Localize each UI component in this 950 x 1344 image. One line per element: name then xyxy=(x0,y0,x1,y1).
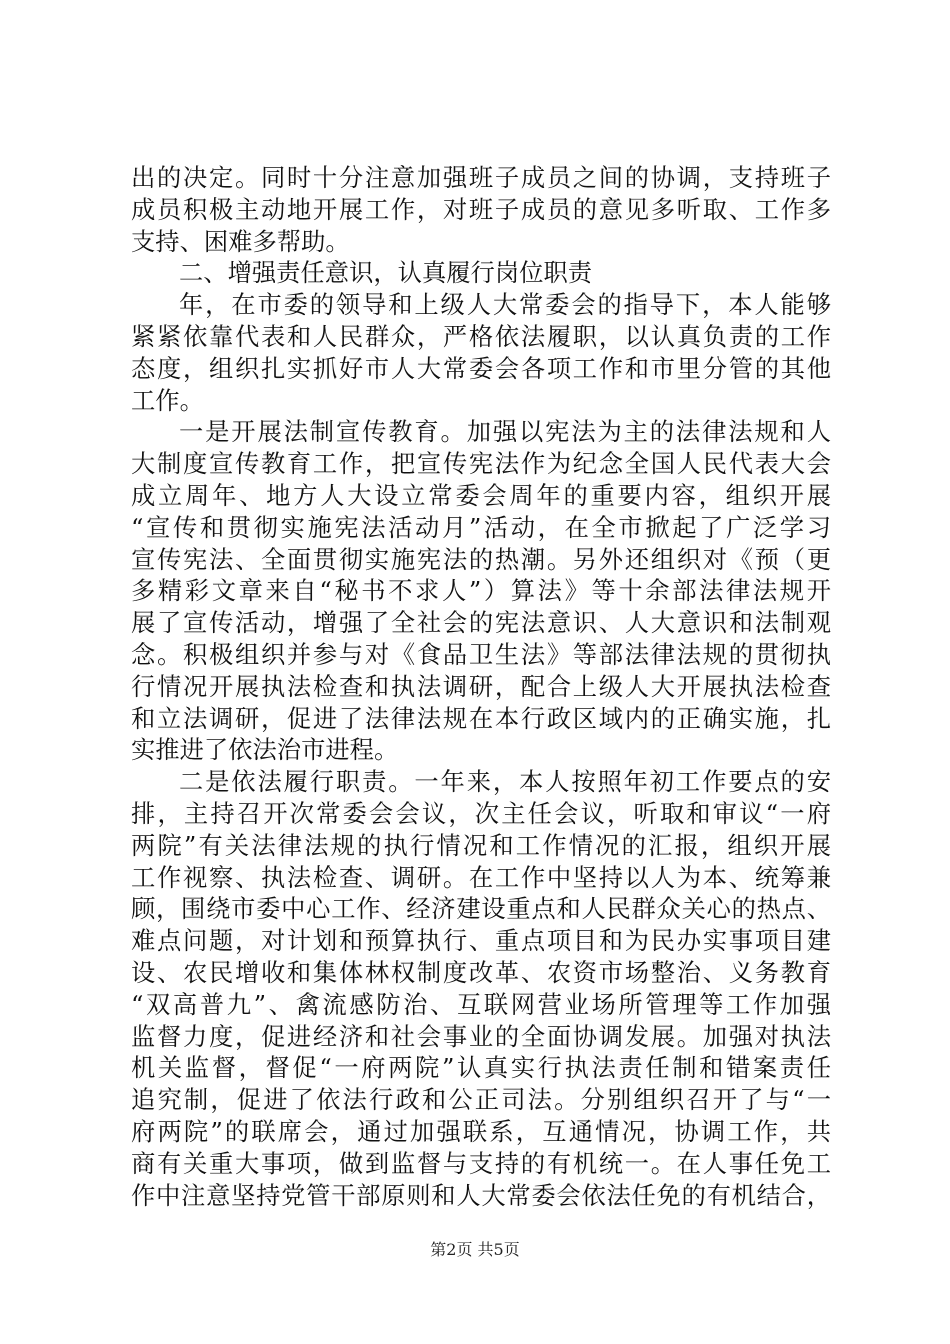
text-line: 态度，组织扎实抓好市人大常委会各项工作和市里分管的其他 xyxy=(131,353,831,383)
text-line: 成员积极主动地开展工作，对班子成员的意见多听取、工作多 xyxy=(131,194,831,224)
text-line: 大制度宣传教育工作，把宣传宪法作为纪念全国人民代表大会 xyxy=(131,449,831,479)
text-line: 行情况开展执法检查和执法调研，配合上级人大开展执法检查 xyxy=(131,671,831,701)
text-line: 支持、困难多帮助。 xyxy=(131,226,350,256)
text-line: 顾，围绕市委中心工作、经济建设重点和人民群众关心的热点、 xyxy=(131,894,831,924)
text-line: 难点问题，对计划和预算执行、重点项目和为民办实事项目建 xyxy=(131,926,831,956)
document-body xyxy=(131,162,831,1211)
text-line: 工作。 xyxy=(131,385,204,415)
text-line: 追究制，促进了依法行政和公正司法。分别组织召开了与“一 xyxy=(131,1085,831,1115)
text-line: 监督力度，促进经济和社会事业的全面协调发展。加强对执法 xyxy=(131,1021,831,1051)
text-line: 作中注意坚持党管干部原则和人大常委会依法任免的有机结合， xyxy=(131,1180,831,1210)
text-line: “宣传和贯彻实施宪法活动月”活动，在全市掀起了广泛学习 xyxy=(131,512,831,542)
text-line: 宣传宪法、全面贯彻实施宪法的热潮。另外还组织对《预（更 xyxy=(131,544,831,574)
text-line: 一是开展法制宣传教育。加强以宪法为主的法律法规和人 xyxy=(179,417,831,447)
text-line: 工作视察、执法检查、调研。在工作中坚持以人为本、统筹兼 xyxy=(131,862,831,892)
text-line: 紧紧依靠代表和人民群众，严格依法履职，以认真负责的工作 xyxy=(131,321,831,351)
text-line: 设、农民增收和集体林权制度改革、农资市场整治、义务教育 xyxy=(131,957,831,987)
text-line: 二、增强责任意识，认真履行岗位职责 xyxy=(179,258,593,288)
text-line: 机关监督，督促“一府两院”认真实行执法责任制和错案责任 xyxy=(131,1053,831,1083)
text-line: 和立法调研，促进了法律法规在本行政区域内的正确实施，扎 xyxy=(131,703,831,733)
text-line: 年，在市委的领导和上级人大常委会的指导下，本人能够 xyxy=(179,290,831,320)
text-line: 府两院”的联席会，通过加强联系，互通情况，协调工作，共 xyxy=(131,1116,831,1146)
text-line: 排，主持召开次常委会会议，次主任会议，听取和审议“一府 xyxy=(131,798,831,828)
page-footer: 第2页 共5页 xyxy=(430,1240,520,1259)
text-line: 商有关重大事项，做到监督与支持的有机统一。在人事任免工 xyxy=(131,1148,831,1178)
text-line: 多精彩文章来自“秘书不求人”）算法》等十余部法律法规开 xyxy=(131,576,831,606)
text-line: 二是依法履行职责。一年来，本人按照年初工作要点的安 xyxy=(179,767,831,797)
text-line: 念。积极组织并参与对《食品卫生法》等部法律法规的贯彻执 xyxy=(131,639,831,669)
text-line: 展了宣传活动，增强了全社会的宪法意识、人大意识和法制观 xyxy=(131,608,831,638)
text-line: “双高普九”、禽流感防治、互联网营业场所管理等工作加强 xyxy=(131,989,831,1019)
text-line: 出的决定。同时十分注意加强班子成员之间的协调，支持班子 xyxy=(131,163,831,192)
text-line: 成立周年、地方人大设立常委会周年的重要内容，组织开展 xyxy=(131,480,831,510)
text-line: 实推进了依法治市进程。 xyxy=(131,735,399,765)
text-line: 两院”有关法律法规的执行情况和工作情况的汇报，组织开展 xyxy=(131,830,831,860)
